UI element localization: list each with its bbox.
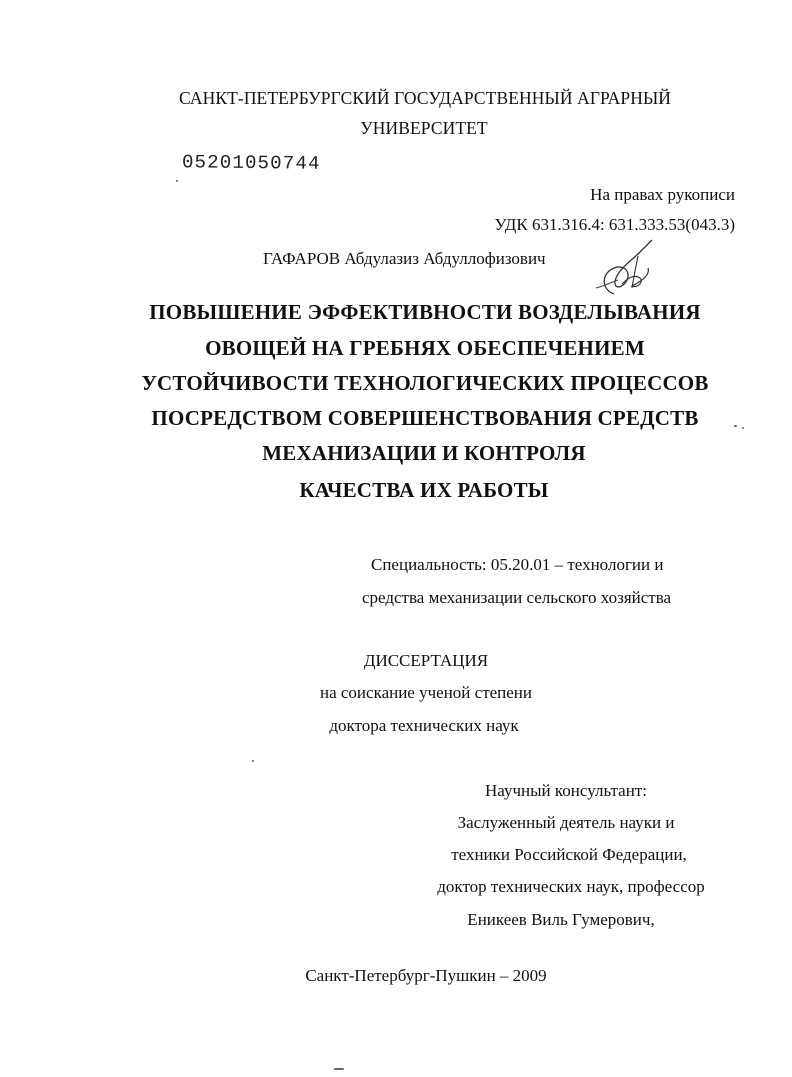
specialty-line2: средства механизации сельского хозяйства bbox=[362, 588, 672, 607]
consultant-name: Еникеев Виль Гумерович, bbox=[467, 910, 655, 929]
scan-speck bbox=[734, 425, 737, 427]
author-name: ГАФАРОВ Абдулазиз Абдуллофизович bbox=[263, 249, 546, 268]
title-line-4: ПОСРЕДСТВОМ СОВЕРШЕНСТВОВАНИЯ СРЕДСТВ bbox=[151, 406, 699, 430]
author-signature bbox=[592, 238, 666, 302]
consultant-label: Научный консультант: bbox=[485, 781, 647, 800]
consultant-title-line2: техники Российской Федерации, bbox=[451, 845, 687, 864]
consultant-title-line1: Заслуженный деятель науки и bbox=[457, 813, 675, 832]
title-line-3: УСТОЙЧИВОСТИ ТЕХНОЛОГИЧЕСКИХ ПРОЦЕССОВ bbox=[141, 371, 709, 395]
place-and-year: Санкт-Петербург-Пушкин – 2009 bbox=[305, 966, 547, 985]
specialty-line1: Специальность: 05.20.01 – технологии и bbox=[371, 555, 664, 574]
manuscript-rights-label: На правах рукописи bbox=[590, 185, 735, 204]
title-line-2: ОВОЩЕЙ НА ГРЕБНЯХ ОБЕСПЕЧЕНИЕМ bbox=[205, 336, 645, 360]
scan-speck bbox=[334, 1068, 344, 1070]
scan-speck bbox=[252, 760, 254, 762]
degree-line2: доктора технических наук bbox=[329, 716, 519, 735]
scan-speck bbox=[176, 180, 178, 182]
title-line-6: КАЧЕСТВА ИХ РАБОТЫ bbox=[299, 478, 549, 502]
scan-speck bbox=[742, 427, 744, 429]
university-name-line2: УНИВЕРСИТЕТ bbox=[360, 118, 488, 138]
title-line-1: ПОВЫШЕНИЕ ЭФФЕКТИВНОСТИ ВОЗДЕЛЫВАНИЯ bbox=[149, 300, 701, 324]
university-name-line1: САНКТ-ПЕТЕРБУРГСКИЙ ГОСУДАРСТВЕННЫЙ АГРАРНЫЙ bbox=[178, 88, 672, 108]
degree-line1: на соискание ученой степени bbox=[319, 683, 533, 702]
inventory-number: 05201050744 bbox=[181, 151, 321, 175]
udc-code: УДК 631.316.4: 631.333.53(043.3) bbox=[494, 215, 735, 234]
consultant-degree: доктор технических наук, профессор bbox=[437, 877, 705, 896]
dissertation-heading: ДИССЕРТАЦИЯ bbox=[363, 651, 489, 670]
title-line-5: МЕХАНИЗАЦИИ И КОНТРОЛЯ bbox=[262, 441, 586, 465]
